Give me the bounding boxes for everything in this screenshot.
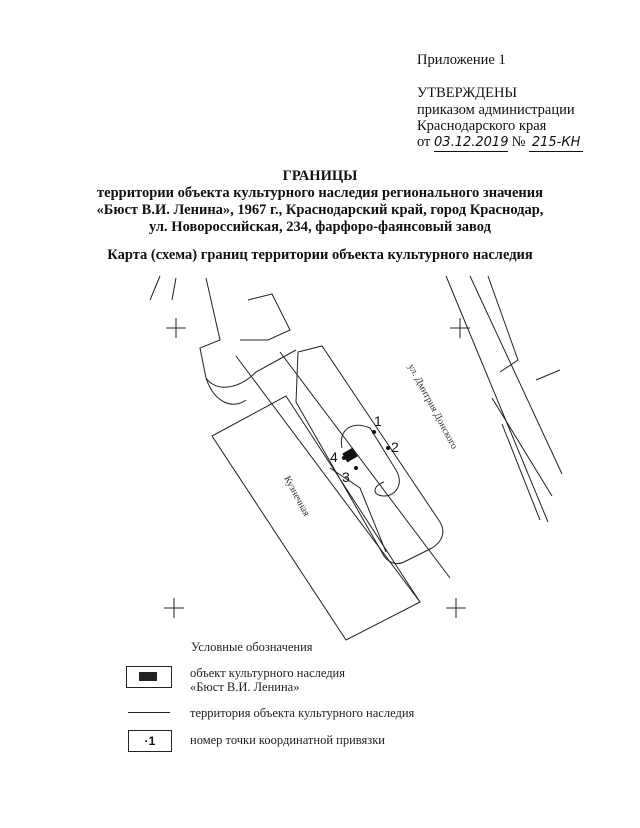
page-title: ГРАНИЦЫ bbox=[282, 168, 358, 184]
appendix-label: Приложение 1 bbox=[417, 52, 506, 68]
point-label-1: 1 bbox=[374, 413, 382, 429]
grid-cross bbox=[164, 598, 184, 618]
point-4 bbox=[342, 456, 346, 460]
grid-cross bbox=[446, 598, 466, 618]
street-label: ул. Дмитрия Донского bbox=[405, 362, 460, 452]
legend-item-2: территория объекта культурного наследия bbox=[190, 706, 415, 720]
point-label-4: 4 bbox=[330, 449, 338, 465]
order-line-1: приказом администрации bbox=[417, 102, 575, 118]
point-label-2: 2 bbox=[391, 439, 399, 455]
title-line-1: территории объекта культурного наследия регионального значения bbox=[97, 185, 543, 201]
legend-object-swatch bbox=[126, 666, 172, 688]
point-1 bbox=[372, 430, 376, 434]
legend-point-marker: ·1 bbox=[128, 730, 172, 752]
bust-object bbox=[342, 448, 357, 463]
map-line bbox=[200, 278, 220, 378]
point-2 bbox=[386, 446, 390, 450]
map-caption: Карта (схема) границ территории объекта культурного наследия bbox=[107, 247, 533, 263]
object-marker-icon bbox=[139, 672, 157, 681]
legend-territory-swatch bbox=[128, 712, 170, 713]
number-value: 215-КН bbox=[529, 134, 583, 152]
point-3 bbox=[354, 466, 358, 470]
grid-cross bbox=[166, 318, 186, 338]
order-line-2: Краснодарского края bbox=[417, 118, 547, 134]
legend-heading: Условные обозначения bbox=[191, 640, 313, 654]
date-prefix: от bbox=[417, 134, 431, 150]
building-outline bbox=[212, 396, 420, 640]
legend-item-3: номер точки координатной привязки bbox=[190, 733, 385, 747]
legend-item-1-line-2: «Бюст В.И. Ленина» bbox=[190, 680, 300, 694]
map-line bbox=[536, 370, 560, 380]
map-line bbox=[150, 276, 176, 300]
legend-item-1-line-1: объект культурного наследия bbox=[190, 666, 345, 680]
approved-label: УТВЕРЖДЕНЫ bbox=[417, 85, 518, 101]
title-line-2: «Бюст В.И. Ленина», 1967 г., Краснодарский край, город Краснодар, bbox=[96, 202, 544, 218]
date-value: 03.12.2019 bbox=[434, 135, 509, 150]
building-label: Кузнечная bbox=[281, 474, 312, 519]
map-line bbox=[446, 276, 562, 522]
map-line bbox=[206, 378, 246, 404]
grid-cross bbox=[450, 318, 470, 338]
point-label-3: 3 bbox=[342, 469, 350, 485]
map-line bbox=[240, 294, 290, 340]
number-prefix: № bbox=[511, 134, 526, 150]
title-line-3: ул. Новороссийская, 234, фарфоро-фаянсовый завод bbox=[149, 219, 491, 235]
